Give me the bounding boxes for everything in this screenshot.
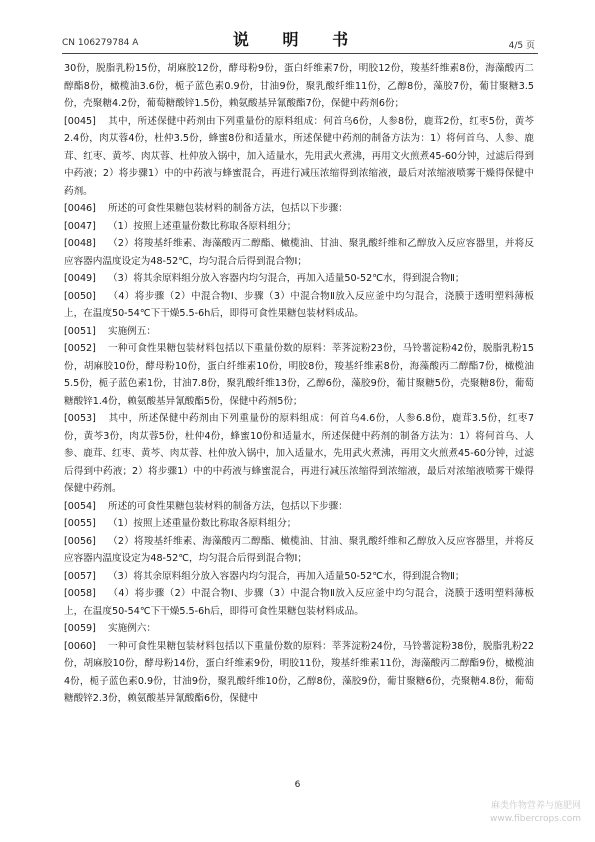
paragraph-number: [0051]: [64, 325, 96, 337]
paragraph: [64, 218, 534, 236]
paragraph-number: [0056]: [64, 535, 96, 547]
paragraph: [64, 323, 534, 341]
paragraph-text: （1）按照上述重量份数比称取各原料组分；: [108, 518, 297, 529]
paragraph-continued: [64, 60, 534, 113]
watermark-site-name: 麻类作物营养与施肥网: [490, 801, 581, 811]
paragraph: [64, 515, 534, 533]
paragraph-number: [0052]: [64, 343, 96, 354]
paragraph: [64, 235, 534, 270]
paragraph-text: （2）将羧基纤维素、海藻酸丙二醇酯、橄榄油、甘油、聚乳酸纤维和乙醇放入反应容器里，并将反应容器内温度设定为48-52℃，均匀混合后得到混合物Ⅰ；: [64, 535, 534, 564]
paragraph: [64, 200, 534, 218]
paragraph-number: [0047]: [64, 220, 96, 232]
paragraph-number: [0049]: [64, 273, 96, 284]
paragraph: [64, 288, 534, 323]
paragraph: [64, 585, 534, 620]
paragraph-number: [0058]: [64, 588, 96, 599]
paragraph-text: （3）将其余原料组分放入容器内均匀混合，再加入适量50-52℃水，得到混合物Ⅱ；: [108, 570, 465, 582]
header-divider: [62, 53, 538, 54]
document-title: 说 明 书: [232, 30, 363, 49]
paragraph: [64, 270, 534, 288]
paragraph-text: 一种可食性果糖包装材料包括以下重量份数的原料：莘荠淀粉24份，马铃薯淀粉38份，脱脂乳粉22份，胡麻胶10份，酵母粉14份，蛋白纤维素9份，明胶11份，羧基纤维素11份，海藻酸丙二醇酯9份，橄榄油4份，栀子蓝色素0.9份，甘油9份，聚乳酸纤维10份，乙醇8份，藻胶9份，葡甘聚糖6份，壳聚糖4.8份，葡萄糖酸锌2.3份，赖氨酸基异氰酸酯6份，保健中: [64, 640, 534, 704]
paragraph-number: [0054]: [64, 500, 96, 512]
paragraph-number: [0045]: [64, 115, 96, 127]
watermark-site-url: www.fibercrops.com: [490, 814, 581, 824]
paragraph-number: [0055]: [64, 518, 96, 529]
paragraph-text: 实施例六：: [108, 623, 156, 634]
paragraph-text: 一种可食性果糖包装材料包括以下重量份数的原料：莘荠淀粉23份，马铃薯淀粉42份，脱脂乳粉15份，胡麻胶10份，酵母粉10份，蛋白纤维素10份，明胶8份，羧基纤维素8份，海藻酸丙二醇酯7份，橄榄油5.5份，栀子蓝色素1份，甘油7.8份，聚乳酸纤维13份，乙醇6份，藻胶9份，葡甘聚糖5份，壳聚糖8份，葡萄糖酸锌1.4份，赖氨酸基异氰酸酯5份，保健中药剂5份；: [64, 343, 534, 407]
paragraph: [64, 410, 534, 498]
paragraph-number: [0057]: [64, 570, 96, 582]
site-watermark: [490, 800, 581, 826]
paragraph-text: 其中，所述保健中药剂由下列重量份的原料组成：何首乌6份，人参8份，鹿茸2份，红枣5份，黄芩2.4份，肉苁蓉4份，杜仲3.5份，蜂蜜8份和适量水，所述保健中药剂的制备方法为：1）将何首乌、人参、鹿茸、红枣、黄芩、肉苁蓉、杜仲放入锅中，加入适量水，先用武火煮沸，再用文火煎煮45-60分钟，过滤后得到中药液；2）将步骤1）中的中药液与蜂蜜混合，再进行减压浓缩得到浓缩液，最后对浓缩液喷雾干燥得保健中药剂。: [64, 115, 534, 197]
paragraph-text: 其中，所述保健中药剂由下列重量份的原料组成：何首乌4.6份，人参6.8份，鹿茸3.5份，红枣7份，黄芩3份，肉苁蓉5份，杜仲4份，蜂蜜10份和适量水，所述保健中药剂的制备方法为：1）将何首乌、人参、鹿茸、红枣、黄芩、肉苁蓉、杜仲放入锅中，加入适量水，先用武火煮沸，再用文火煎煮45-60分钟，过滤后得到中药液；2）将步骤1）中的中药液与蜂蜜混合，再进行减压浓缩得到浓缩液，最后对浓缩液喷雾干燥得保健中药剂。: [64, 413, 534, 494]
paragraph-text: （2）将羧基纤维素、海藻酸丙二醇酯、橄榄油、甘油、聚乳酸纤维和乙醇放入反应容器里，并将反应容器内温度设定为48-52℃，均匀混合后得到混合物Ⅰ；: [64, 238, 534, 267]
paragraph: [64, 568, 534, 586]
paragraph: [64, 340, 534, 410]
paragraph-text: 实施例五：: [108, 325, 156, 337]
page-number: 6: [294, 780, 301, 790]
paragraph: [64, 533, 534, 568]
paragraph-number: [0048]: [64, 238, 96, 249]
page-of-indicator: 4/5 页: [508, 41, 535, 51]
paragraph: [64, 638, 534, 708]
paragraph-number: [0050]: [64, 290, 96, 302]
paragraph-number: [0059]: [64, 623, 96, 634]
paragraph-text: （1）按照上述重量份数比称取各原料组分；: [108, 220, 297, 232]
paragraph-number: [0046]: [64, 203, 96, 214]
paragraph-text: 所述的可食性果糖包装材料的制备方法，包括以下步骤：: [108, 500, 348, 512]
paragraph: [64, 620, 534, 638]
paragraph-text: 所述的可食性果糖包装材料的制备方法，包括以下步骤：: [108, 203, 348, 214]
paragraph-number: [0060]: [64, 640, 96, 652]
paragraph-text: （3）将其余原料组分放入容器内均匀混合，再加入适量50-52℃水，得到混合物Ⅱ；: [108, 273, 465, 284]
paragraph-text: 30份，脱脂乳粉15份，胡麻胶12份，酵母粉9份，蛋白纤维素7份，明胶12份，羧基纤维素8份，海藻酸丙二醇酯8份，橄榄油3.6份，栀子蓝色素0.9份，甘油9份，聚乳酸纤维11份，乙醇8份，藻胶7份，葡甘聚糖3.5份，壳聚糖4.2份，葡萄糖酸锌1.5份，赖氨酸基异氰酸酯7份，保健中药剂6份；: [64, 63, 534, 109]
paragraph: [64, 498, 534, 516]
paragraph-number: [0053]: [64, 413, 96, 424]
paragraph: [64, 113, 534, 201]
paragraph-text: （4）将步骤（2）中混合物Ⅰ、步骤（3）中混合物Ⅱ放入反应釜中均匀混合，浇膜于透明塑料薄板上，在温度50-54℃下干燥5.5-6h后，即得可食性果糖包装材料成品。: [64, 588, 534, 617]
paragraph-text: （4）将步骤（2）中混合物Ⅰ、步骤（3）中混合物Ⅱ放入反应釜中均匀混合，浇膜于透明塑料薄板上，在温度50-54℃下干燥5.5-6h后，即得可食性果糖包装材料成品。: [64, 290, 534, 319]
patent-number: CN 106279784 A: [62, 38, 139, 48]
document-body: [64, 60, 534, 708]
